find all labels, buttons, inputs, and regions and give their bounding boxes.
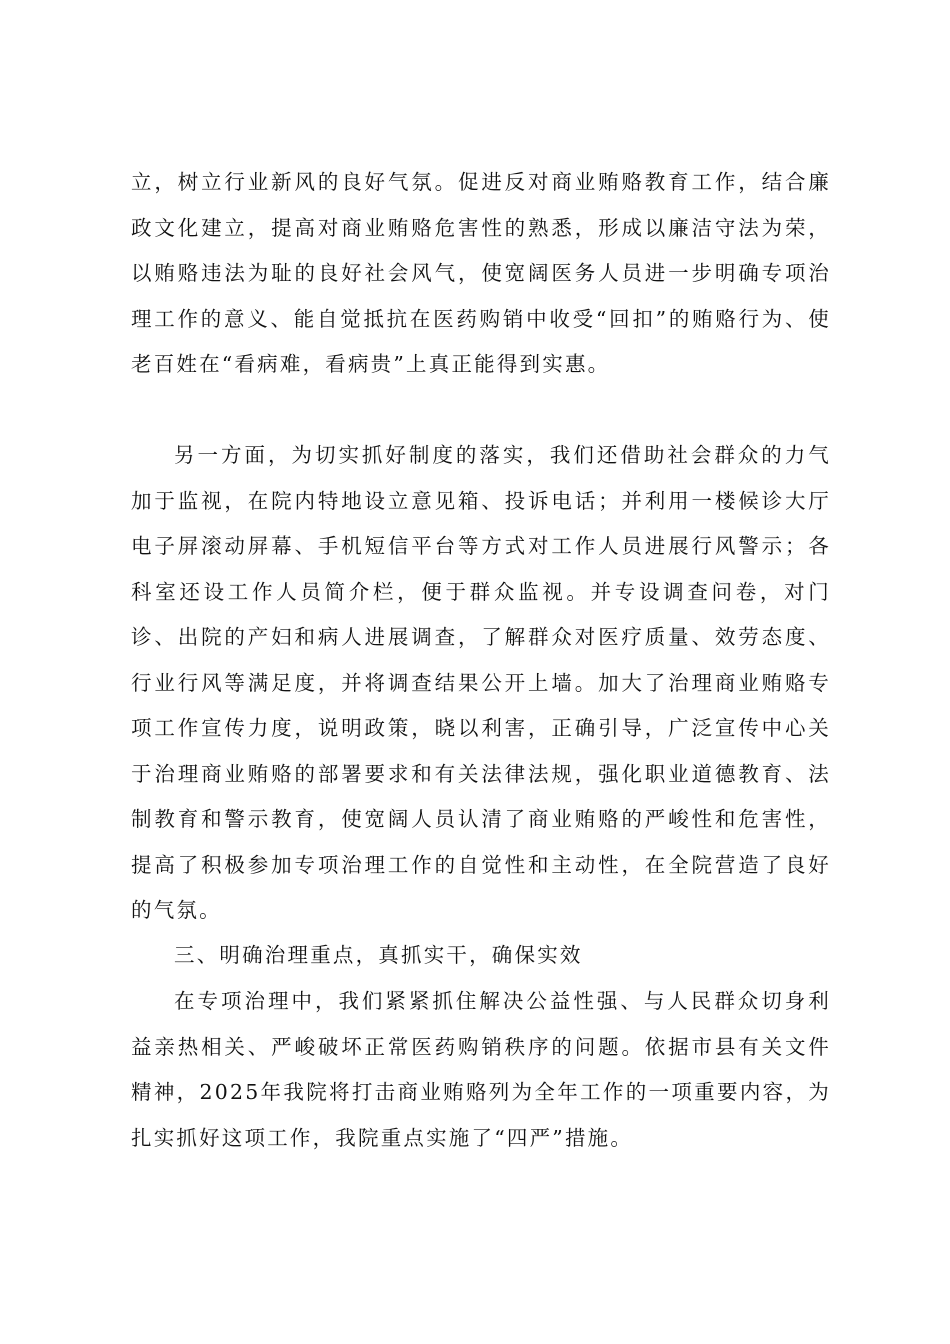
paragraph-continuation: 立，树立行业新风的良好气氛。促进反对商业贿赂教育工作，结合廉政文化建立，提高对商业贿赂危害性的熟悉，形成以廉洁守法为荣，以贿赂违法为耻的良好社会风气，使宽阔医务人员进一步明确专项治理工作的意义、能自觉抵抗在医药购销中收受“回扣”的贿赂行为、使老百姓在“看病难，看病贵”上真正能得到实惠。 [131,170,831,376]
paragraph-governance-focus: 在专项治理中，我们紧紧抓住解决公益性强、与人民群众切身利益亲热相关、严峻破坏正常医药购销秩序的问题。依据市县有关文件精神，2025年我院将打击商业贿赂列为全年工作的一项重要内容，为扎实抓好这项工作，我院重点实施了“四严”措施。 [131,989,831,1150]
section-heading: 三、明确治理重点，真抓实干，确保实效 [174,943,583,967]
paragraph-supervision: 另一方面，为切实抓好制度的落实，我们还借助社会群众的力气加于监视，在院内特地设立意见箱、投诉电话；并利用一楼候诊大厅电子屏滚动屏幕、手机短信平台等方式对工作人员进展行风警示；各科室还设工作人员简介栏，便于群众监视。并专设调查问卷，对门诊、出院的产妇和病人进展调查，了解群众对医疗质量、效劳态度、行业行风等满足度，并将调查结果公开上墙。加大了治理商业贿赂专项工作宣传力度，说明政策，晓以利害，正确引导，广泛宣传中心关于治理商业贿赂的部署要求和有关法律法规，强化职业道德教育、法制教育和警示教育，使宽阔人员认清了商业贿赂的严峻性和危害性，提高了积极参加专项治理工作的自觉性和主动性，在全院营造了良好的气氛。 [131,443,831,922]
